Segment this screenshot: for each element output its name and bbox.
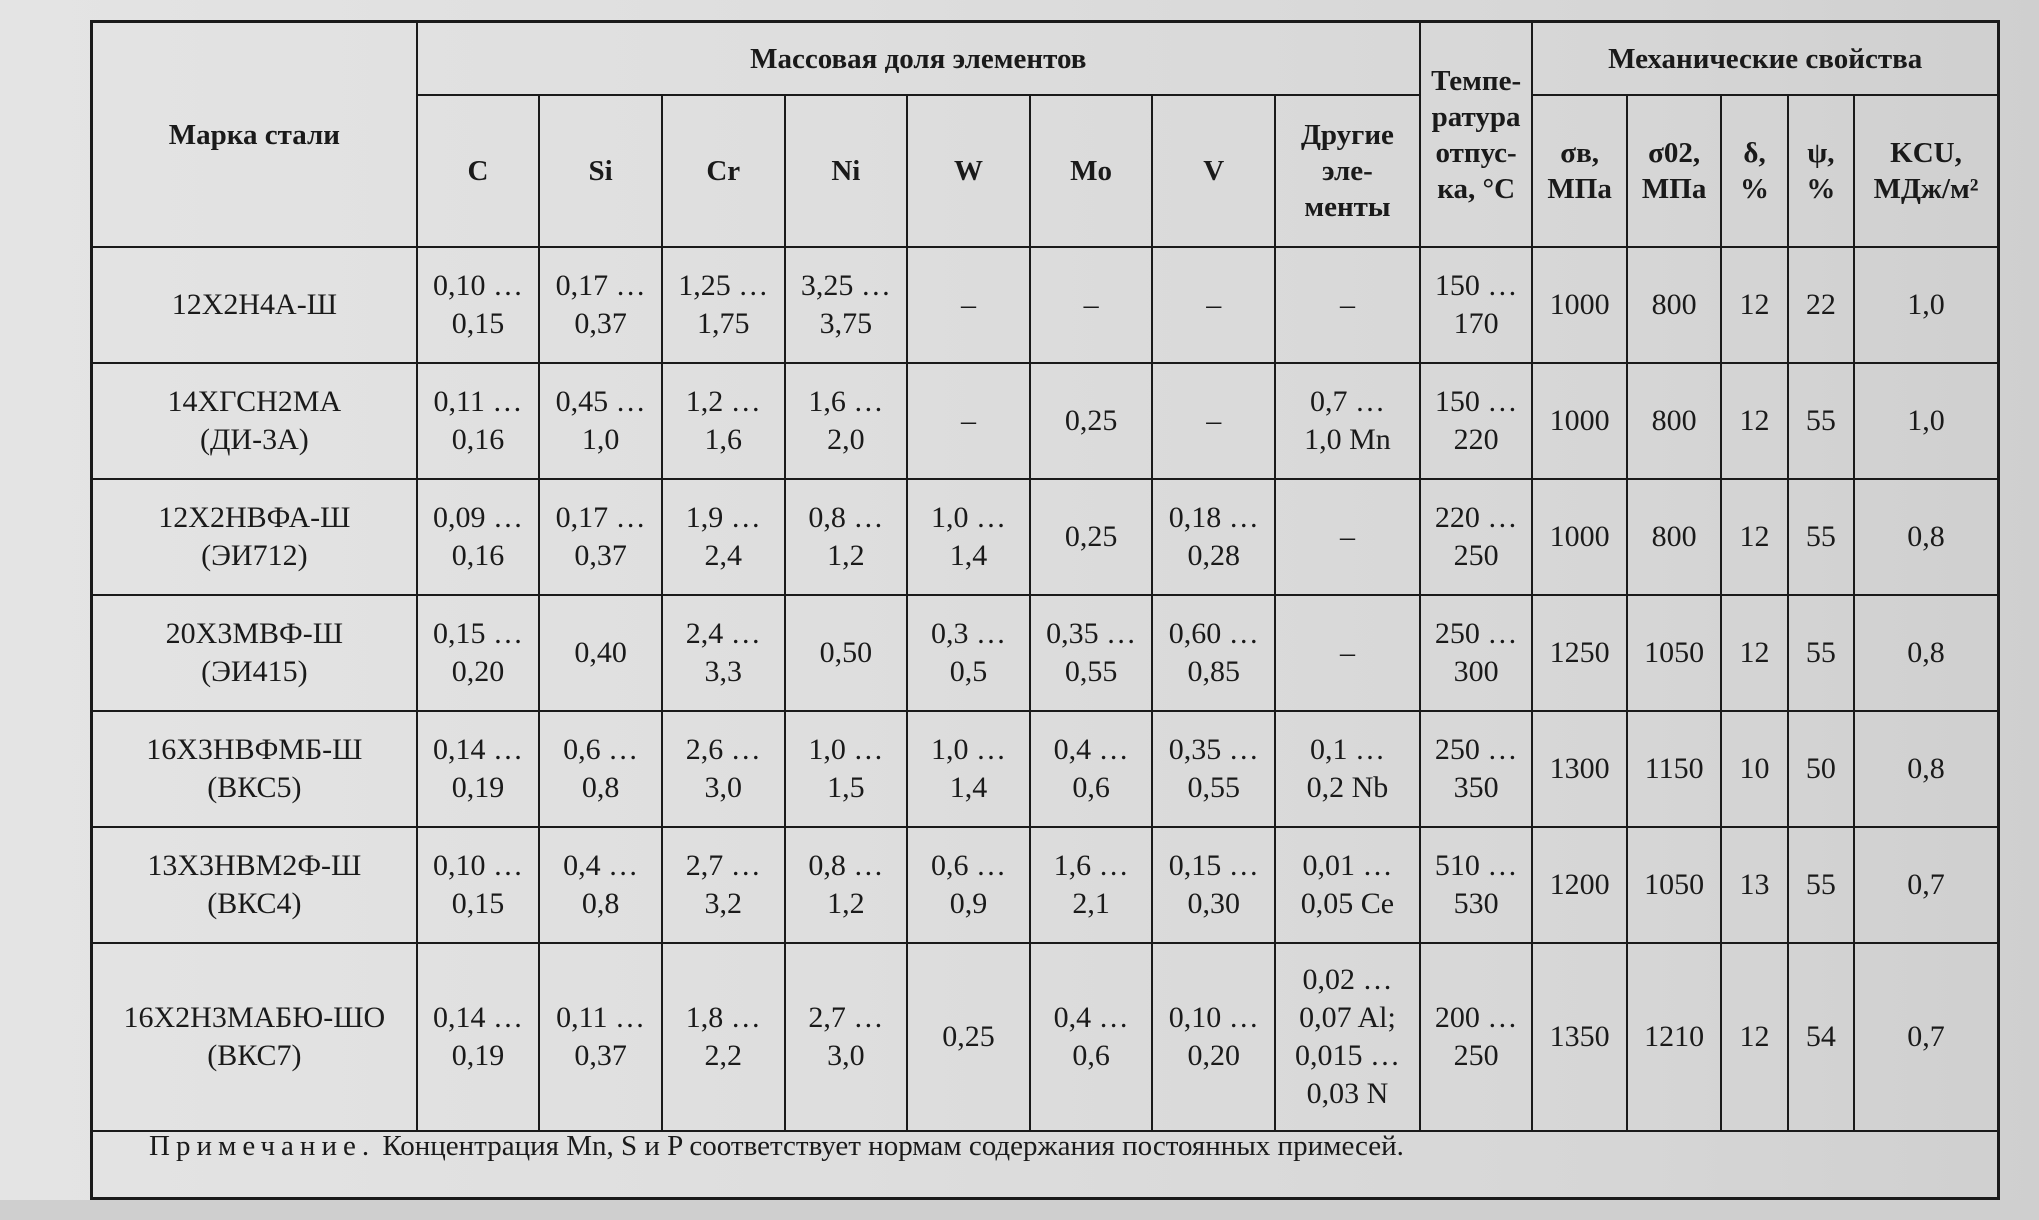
cell-psi	[1788, 711, 1854, 827]
cell-temp	[1420, 247, 1533, 363]
cell-value: 55	[1805, 404, 1836, 437]
cell-si	[539, 363, 662, 479]
header-tempering-temperature: Темпе- ратура отпус- ка, °С	[1420, 23, 1533, 247]
cell-sigma-b	[1532, 943, 1626, 1131]
cell-mo	[1030, 595, 1153, 711]
cell-cr	[662, 711, 785, 827]
header-sigma-02: σ02, МПа	[1627, 95, 1721, 247]
steel-properties-table	[93, 23, 1997, 1132]
cell-temp	[1420, 363, 1533, 479]
cell-w	[907, 827, 1030, 943]
cell-w	[907, 479, 1030, 595]
cell-psi	[1788, 595, 1854, 711]
cell-value: 0,3 … 0,5	[930, 617, 1006, 688]
cell-value: 0,17 … 0,37	[555, 501, 646, 572]
cell-value: 0,8	[1907, 636, 1945, 669]
cell-v	[1152, 711, 1275, 827]
cell-value: 800	[1651, 404, 1697, 437]
table-row	[93, 943, 1997, 1131]
cell-value: 0,25	[1064, 520, 1118, 553]
cell-c	[417, 595, 540, 711]
cell-value: 1300	[1549, 752, 1610, 785]
cell-value: 1,0	[1907, 404, 1945, 437]
cell-value: 0,25	[1064, 404, 1118, 437]
header-mass-fraction: Массовая доля элементов	[417, 23, 1420, 95]
table-row	[93, 595, 1997, 711]
cell-sigma-02	[1627, 943, 1721, 1131]
cell-value: 1,9 … 2,4	[685, 501, 761, 572]
cell-kcu	[1854, 363, 1997, 479]
table-footnote	[93, 1109, 1997, 1197]
cell-value: 0,8	[1907, 520, 1945, 553]
cell-value: 0,4 … 0,8	[563, 849, 639, 920]
cell-psi	[1788, 943, 1854, 1131]
cell-delta	[1721, 247, 1787, 363]
cell-value: 0,10 … 0,20	[1168, 1001, 1259, 1072]
cell-value: 0,09 … 0,16	[432, 501, 523, 572]
cell-sigma-b	[1532, 711, 1626, 827]
cell-value: 800	[1651, 520, 1697, 553]
header-delta: δ, %	[1721, 95, 1787, 247]
cell-ni	[785, 247, 908, 363]
table-row	[93, 827, 1997, 943]
cell-value: 1250	[1549, 636, 1610, 669]
cell-value: 510 … 530	[1434, 849, 1518, 920]
header-sigma-b: σв, МПа	[1532, 95, 1626, 247]
cell-kcu	[1854, 711, 1997, 827]
cell-value: 1,6 … 2,1	[1053, 849, 1129, 920]
header-w: W	[907, 95, 1030, 247]
cell-w	[907, 363, 1030, 479]
header-ni: Ni	[785, 95, 908, 247]
cell-value: 22	[1805, 288, 1836, 321]
steel-grade-text: 12Х2Н4А-Ш	[171, 288, 337, 321]
cell-si	[539, 827, 662, 943]
cell-value: 0,8	[1907, 752, 1945, 785]
cell-value: 2,7 … 3,0	[808, 1001, 884, 1072]
cell-c	[417, 247, 540, 363]
table-row	[93, 479, 1997, 595]
cell-sigma-02	[1627, 595, 1721, 711]
footnote-label: Примечание.	[149, 1130, 376, 1162]
cell-value: 0,10 … 0,15	[432, 269, 523, 340]
cell-value: 3,25 … 3,75	[800, 269, 891, 340]
cell-mo	[1030, 363, 1153, 479]
cell-delta	[1721, 363, 1787, 479]
cell-other	[1275, 711, 1420, 827]
cell-value: 800	[1651, 288, 1697, 321]
steel-grade-cell	[93, 711, 417, 827]
cell-value: 0,02 … 0,07 Al; 0,015 … 0,03 N	[1294, 963, 1400, 1110]
cell-value: 12	[1739, 1020, 1770, 1053]
cell-cr	[662, 943, 785, 1131]
cell-w	[907, 247, 1030, 363]
header-mo: Mo	[1030, 95, 1153, 247]
cell-value: 0,14 … 0,19	[432, 1001, 523, 1072]
cell-value: 55	[1805, 868, 1836, 901]
cell-value: –	[960, 288, 976, 321]
cell-w	[907, 711, 1030, 827]
cell-value: 220 … 250	[1434, 501, 1518, 572]
steel-grade-text: 16Х2Н3МАБЮ-ШО (ВКС7)	[123, 1001, 386, 1072]
cell-si	[539, 943, 662, 1131]
header-grade: Марка стали	[93, 23, 417, 247]
cell-ni	[785, 595, 908, 711]
cell-value: –	[960, 404, 976, 437]
cell-value: 0,7 … 1,0 Mn	[1304, 385, 1391, 456]
cell-other	[1275, 247, 1420, 363]
cell-value: 1000	[1549, 520, 1610, 553]
header-psi: ψ, %	[1788, 95, 1854, 247]
cell-value: 1150	[1644, 752, 1704, 785]
cell-value: 0,7	[1907, 1020, 1945, 1053]
steel-grade-text: 13Х3НВМ2Ф-Ш (ВКС4)	[147, 849, 362, 920]
table-row	[93, 247, 1997, 363]
table-body	[93, 247, 1997, 1131]
cell-cr	[662, 363, 785, 479]
cell-mo	[1030, 943, 1153, 1131]
cell-sigma-02	[1627, 247, 1721, 363]
cell-temp	[1420, 943, 1533, 1131]
cell-value: 13	[1739, 868, 1770, 901]
steel-grade-text: 16Х3НВФМБ-Ш (ВКС5)	[146, 733, 363, 804]
cell-value: 0,35 … 0,55	[1168, 733, 1259, 804]
cell-value: 0,01 … 0,05 Ce	[1300, 849, 1395, 920]
cell-value: 55	[1805, 520, 1836, 553]
cell-value: 1,0 … 1,5	[808, 733, 884, 804]
cell-value: 1000	[1549, 288, 1610, 321]
cell-sigma-b	[1532, 595, 1626, 711]
cell-value: 0,18 … 0,28	[1168, 501, 1259, 572]
cell-kcu	[1854, 247, 1997, 363]
cell-cr	[662, 479, 785, 595]
cell-value: 0,45 … 1,0	[555, 385, 646, 456]
footnote-text: Концентрация Mn, S и P соответствует нормам содержания постоянных примесей.	[382, 1130, 1404, 1162]
cell-value: 1,0	[1907, 288, 1945, 321]
steel-grade-cell	[93, 595, 417, 711]
cell-sigma-02	[1627, 479, 1721, 595]
cell-value: –	[1206, 288, 1222, 321]
cell-mo	[1030, 711, 1153, 827]
cell-value: 1350	[1549, 1020, 1610, 1053]
cell-value: 0,4 … 0,6	[1053, 733, 1129, 804]
cell-other	[1275, 479, 1420, 595]
cell-c	[417, 827, 540, 943]
cell-other	[1275, 363, 1420, 479]
cell-w	[907, 943, 1030, 1131]
cell-mo	[1030, 247, 1153, 363]
cell-sigma-b	[1532, 363, 1626, 479]
cell-value: 1,2 … 1,6	[685, 385, 761, 456]
cell-value: –	[1339, 288, 1355, 321]
cell-w	[907, 595, 1030, 711]
header-c: C	[417, 95, 540, 247]
cell-kcu	[1854, 479, 1997, 595]
cell-value: 0,8 … 1,2	[808, 849, 884, 920]
header-other-elements: Другие эле- менты	[1275, 95, 1420, 247]
table-row	[93, 363, 1997, 479]
cell-value: 200 … 250	[1434, 1001, 1518, 1072]
cell-value: 2,4 … 3,3	[685, 617, 761, 688]
cell-sigma-b	[1532, 247, 1626, 363]
cell-value: 1,8 … 2,2	[685, 1001, 761, 1072]
cell-delta	[1721, 711, 1787, 827]
cell-value: 12	[1739, 520, 1770, 553]
cell-value: 1210	[1644, 1020, 1705, 1053]
cell-delta	[1721, 943, 1787, 1131]
cell-value: 0,4 … 0,6	[1053, 1001, 1129, 1072]
cell-value: 0,6 … 0,9	[930, 849, 1006, 920]
cell-temp	[1420, 595, 1533, 711]
cell-c	[417, 479, 540, 595]
cell-ni	[785, 827, 908, 943]
cell-value: 0,6 … 0,8	[563, 733, 639, 804]
steel-grade-cell	[93, 943, 417, 1131]
cell-value: –	[1339, 636, 1355, 669]
cell-si	[539, 247, 662, 363]
cell-v	[1152, 363, 1275, 479]
cell-sigma-b	[1532, 827, 1626, 943]
cell-ni	[785, 943, 908, 1131]
steel-grade-text: 12Х2НВФА-Ш (ЭИ712)	[158, 501, 351, 572]
header-mechanical-properties: Механические свойства	[1532, 23, 1997, 95]
cell-other	[1275, 943, 1420, 1131]
cell-v	[1152, 943, 1275, 1131]
steel-grade-cell	[93, 363, 417, 479]
cell-value: 150 … 220	[1434, 385, 1518, 456]
cell-value: 12	[1739, 404, 1770, 437]
cell-value: 1,0 … 1,4	[930, 501, 1006, 572]
cell-sigma-02	[1627, 363, 1721, 479]
cell-value: 0,50	[819, 636, 873, 669]
cell-value: 1,6 … 2,0	[808, 385, 884, 456]
cell-c	[417, 711, 540, 827]
cell-cr	[662, 827, 785, 943]
cell-c	[417, 363, 540, 479]
cell-value: 0,60 … 0,85	[1168, 617, 1259, 688]
cell-value: 0,25	[942, 1020, 995, 1053]
cell-value: 0,11 … 0,16	[433, 385, 523, 456]
cell-value: 150 … 170	[1434, 269, 1518, 340]
steel-grade-text: 20Х3МВФ-Ш (ЭИ415)	[165, 617, 343, 688]
cell-mo	[1030, 827, 1153, 943]
cell-value: 0,8 … 1,2	[808, 501, 884, 572]
cell-value: 10	[1739, 752, 1770, 785]
cell-sigma-02	[1627, 827, 1721, 943]
cell-value: 0,40	[574, 636, 627, 669]
cell-cr	[662, 247, 785, 363]
cell-value: 250 … 350	[1434, 733, 1518, 804]
cell-v	[1152, 595, 1275, 711]
cell-v	[1152, 247, 1275, 363]
cell-temp	[1420, 479, 1533, 595]
cell-value: 0,7	[1907, 868, 1945, 901]
cell-value: 0,35 … 0,55	[1046, 617, 1137, 688]
cell-value: 250 … 300	[1434, 617, 1518, 688]
cell-value: –	[1206, 404, 1222, 437]
cell-value: 0,15 … 0,30	[1168, 849, 1259, 920]
cell-other	[1275, 827, 1420, 943]
cell-other	[1275, 595, 1420, 711]
cell-kcu	[1854, 595, 1997, 711]
steel-grade-cell	[93, 479, 417, 595]
cell-value: 12	[1739, 636, 1770, 669]
cell-temp	[1420, 711, 1533, 827]
cell-value: 0,1 … 0,2 Nb	[1306, 733, 1389, 804]
cell-value: 2,7 … 3,2	[685, 849, 761, 920]
cell-v	[1152, 479, 1275, 595]
cell-value: 12	[1739, 288, 1770, 321]
cell-mo	[1030, 479, 1153, 595]
steel-grade-text: 14ХГСН2МА (ДИ-3А)	[167, 385, 342, 456]
table-row	[93, 711, 1997, 827]
cell-value: 55	[1805, 636, 1836, 669]
cell-value: 1,0 … 1,4	[930, 733, 1006, 804]
cell-v	[1152, 827, 1275, 943]
header-v: V	[1152, 95, 1275, 247]
cell-value: 2,6 … 3,0	[685, 733, 761, 804]
cell-ni	[785, 479, 908, 595]
cell-value: 0,17 … 0,37	[555, 269, 646, 340]
cell-value: 1000	[1549, 404, 1610, 437]
cell-ni	[785, 711, 908, 827]
cell-value: 1050	[1644, 636, 1705, 669]
cell-value: 1200	[1549, 868, 1610, 901]
cell-value: 54	[1805, 1020, 1836, 1053]
header-si: Si	[539, 95, 662, 247]
page-edge	[0, 1200, 2039, 1220]
cell-kcu	[1854, 943, 1997, 1131]
cell-cr	[662, 595, 785, 711]
cell-si	[539, 479, 662, 595]
cell-psi	[1788, 363, 1854, 479]
cell-si	[539, 595, 662, 711]
steel-grade-cell	[93, 247, 417, 363]
cell-psi	[1788, 479, 1854, 595]
cell-sigma-02	[1627, 711, 1721, 827]
header-kcu: KCU, МДж/м²	[1854, 95, 1997, 247]
cell-value: 0,14 … 0,19	[432, 733, 523, 804]
table-frame	[90, 20, 2000, 1200]
cell-value: –	[1083, 288, 1099, 321]
cell-c	[417, 943, 540, 1131]
cell-psi	[1788, 827, 1854, 943]
cell-kcu	[1854, 827, 1997, 943]
steel-grade-cell	[93, 827, 417, 943]
cell-delta	[1721, 595, 1787, 711]
header-cr: Cr	[662, 95, 785, 247]
cell-value: 0,11 … 0,37	[556, 1001, 646, 1072]
cell-sigma-b	[1532, 479, 1626, 595]
cell-temp	[1420, 827, 1533, 943]
cell-value: 0,10 … 0,15	[432, 849, 523, 920]
cell-psi	[1788, 247, 1854, 363]
cell-delta	[1721, 827, 1787, 943]
cell-value: 50	[1805, 752, 1836, 785]
cell-value: –	[1339, 520, 1355, 553]
cell-ni	[785, 363, 908, 479]
cell-value: 1050	[1644, 868, 1705, 901]
cell-delta	[1721, 479, 1787, 595]
cell-value: 0,15 … 0,20	[432, 617, 523, 688]
cell-value: 1,25 … 1,75	[678, 269, 769, 340]
cell-si	[539, 711, 662, 827]
